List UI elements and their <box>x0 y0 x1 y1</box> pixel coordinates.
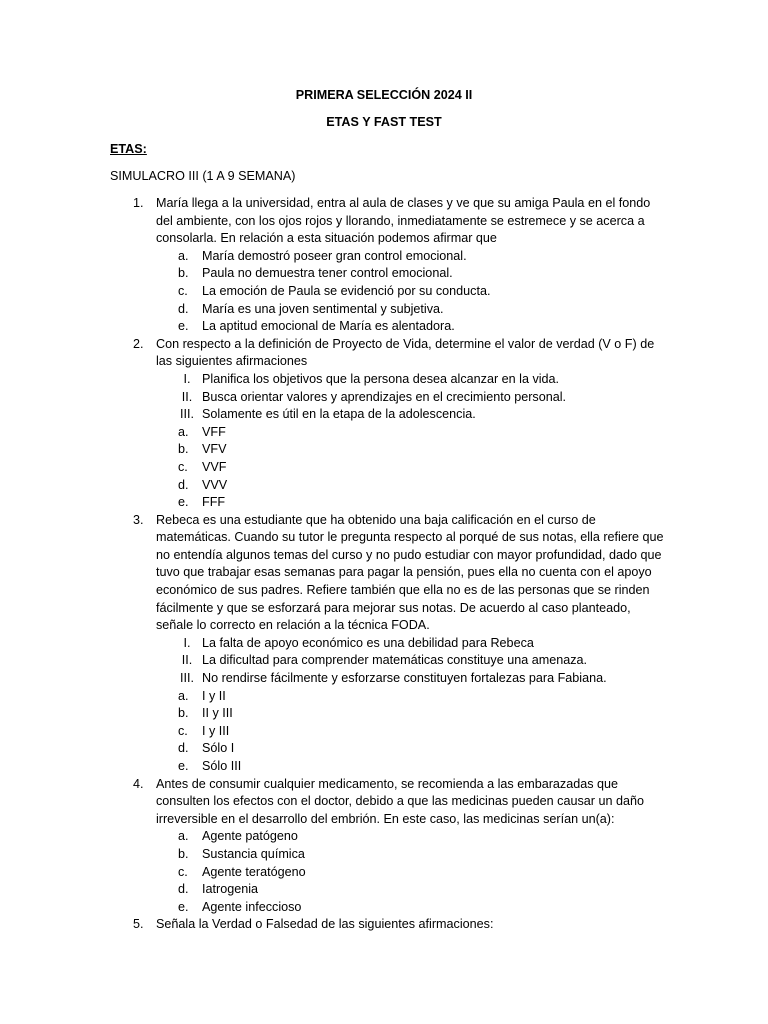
statement-numeral: II. <box>181 389 193 404</box>
question-item <box>0 336 666 512</box>
option-list <box>156 828 666 916</box>
option-text: Paula no demuestra tener control emocional. <box>202 266 453 281</box>
answer-option <box>156 705 666 723</box>
statement-text: La falta de apoyo económico es una debilidad para Rebeca <box>202 635 534 650</box>
document-title: PRIMERA SELECCIÓN 2024 II <box>295 88 473 102</box>
question-number: 2. <box>133 336 144 351</box>
option-text: II y III <box>202 706 233 721</box>
option-letter: a. <box>178 248 189 263</box>
option-letter: e. <box>178 759 189 773</box>
option-text: VFF <box>202 424 226 439</box>
answer-option <box>156 441 666 459</box>
option-text: Agente infeccioso <box>202 899 302 914</box>
answer-option <box>156 459 666 477</box>
question-item <box>0 512 666 776</box>
statement-item <box>156 670 666 688</box>
question-number: 3. <box>133 512 144 527</box>
option-text: I y III <box>202 723 230 738</box>
option-letter: d. <box>178 741 189 756</box>
option-letter: c. <box>178 723 188 738</box>
statement-numeral: III. <box>180 671 194 686</box>
statement-numeral: II. <box>181 653 193 668</box>
option-letter: a. <box>178 829 189 844</box>
statement-numeral: I. <box>183 371 191 386</box>
statement-numeral: I. <box>183 635 191 650</box>
answer-option <box>156 828 666 846</box>
option-text: FFF <box>202 495 226 510</box>
statement-item <box>156 389 666 407</box>
option-list <box>156 371 666 512</box>
option-letter: e. <box>178 899 189 914</box>
answer-option <box>156 899 666 917</box>
answer-option <box>156 758 666 776</box>
option-letter: a. <box>178 688 189 703</box>
option-letter: e. <box>178 319 189 334</box>
statement-text: Planifica los objetivos que la persona desea alcanzar en la vida. <box>202 371 560 386</box>
option-letter: e. <box>178 495 189 510</box>
answer-option <box>156 318 666 336</box>
option-text: María es una joven sentimental y subjetiva. <box>202 301 444 316</box>
answer-option <box>156 301 666 319</box>
answer-option <box>156 846 666 864</box>
option-letter: d. <box>178 882 189 897</box>
question-number: 4. <box>133 776 144 791</box>
option-letter: c. <box>178 283 188 298</box>
question-number: 5. <box>133 917 144 932</box>
option-text: Sólo III <box>202 759 242 773</box>
option-letter: c. <box>178 864 188 879</box>
option-text: Sólo I <box>202 741 235 756</box>
answer-option <box>156 283 666 301</box>
option-letter: b. <box>178 442 189 457</box>
answer-option <box>156 881 666 899</box>
section-subheading: SIMULACRO III (1 A 9 SEMANA) <box>110 169 296 183</box>
option-text: I y II <box>202 688 226 703</box>
option-text: VVV <box>202 477 228 492</box>
question-list <box>0 195 768 934</box>
statement-item <box>156 635 666 653</box>
section-heading: ETAS: <box>110 142 147 156</box>
answer-option <box>156 248 666 266</box>
question-text: Rebeca es una estudiante que ha obtenido una baja calificación en el curso de matemáticas. Cuando su tutor le pregunta respecto al porqué de sus notas, ella refiere que no entendía algunos temas del curso y no pudo estudiar con mayor profundidad, dado que tuvo que trabajar esas semanas para pagar la pensión, pues ella no cuenta con el apoyo económico de sus padres. Refiere también que ella no es de las personas que se rinden fácilmente y que se esforzará para mejorar sus notas. De acuerdo al caso planteado, señale lo correcto en relación a la técnica FODA. <box>156 512 664 633</box>
document-subtitle: ETAS Y FAST TEST <box>326 115 442 129</box>
statement-item <box>156 371 666 389</box>
option-text: VVF <box>202 459 227 474</box>
option-text: VFV <box>202 442 227 457</box>
option-text: Sustancia química <box>202 846 305 861</box>
option-letter: d. <box>178 301 189 316</box>
answer-option <box>156 740 666 758</box>
statement-text: Solamente es útil en la etapa de la adolescencia. <box>202 407 476 422</box>
question-text: Con respecto a la definición de Proyecto de Vida, determine el valor de verdad (V o F) de las siguientes afirmaciones <box>156 336 655 369</box>
statement-item <box>156 652 666 670</box>
question-item <box>0 916 666 934</box>
question-item <box>0 776 666 917</box>
question-text: María llega a la universidad, entra al aula de clases y ve que su amiga Paula en el fondo del ambiente, con los ojos rojos y llorando, inmediatamente se estremece y se acerca a consolarla. En relación a esta situación podemos afirmar que <box>156 196 651 246</box>
option-text: Agente teratógeno <box>202 864 306 879</box>
question-item <box>0 195 666 336</box>
option-letter: b. <box>178 706 189 721</box>
option-text: Iatrogenia <box>202 882 259 897</box>
option-text: La emoción de Paula se evidenció por su conducta. <box>202 283 491 298</box>
answer-option <box>156 494 666 512</box>
statement-item <box>156 406 666 424</box>
option-letter: d. <box>178 477 189 492</box>
answer-option <box>156 265 666 283</box>
option-text: La aptitud emocional de María es alentadora. <box>202 319 455 334</box>
option-letter: b. <box>178 846 189 861</box>
answer-option <box>156 477 666 495</box>
statement-numeral: III. <box>180 407 194 422</box>
statement-text: La dificultad para comprender matemáticas constituye una amenaza. <box>202 653 588 668</box>
answer-option <box>156 424 666 442</box>
option-letter: c. <box>178 459 188 474</box>
question-text: Señala la Verdad o Falsedad de las siguientes afirmaciones: <box>156 917 494 932</box>
answer-option <box>156 864 666 882</box>
statement-text: No rendirse fácilmente y esforzarse constituyen fortalezas para Fabiana. <box>202 671 607 686</box>
answer-option <box>156 688 666 706</box>
option-list <box>156 248 666 336</box>
option-text: Agente patógeno <box>202 829 298 844</box>
option-list <box>156 635 666 776</box>
option-letter: a. <box>178 424 189 439</box>
option-text: María demostró poseer gran control emocional. <box>202 248 467 263</box>
answer-option <box>156 723 666 741</box>
statement-text: Busca orientar valores y aprendizajes en el crecimiento personal. <box>202 389 567 404</box>
option-letter: b. <box>178 266 189 281</box>
question-number: 1. <box>133 196 144 210</box>
question-text: Antes de consumir cualquier medicamento, se recomienda a las embarazadas que consulten los efectos con el doctor, debido a que las medicinas pueden causar un daño irreversible en el desarrollo del embrión. En este caso, las medicinas serían un(a): <box>156 776 644 826</box>
